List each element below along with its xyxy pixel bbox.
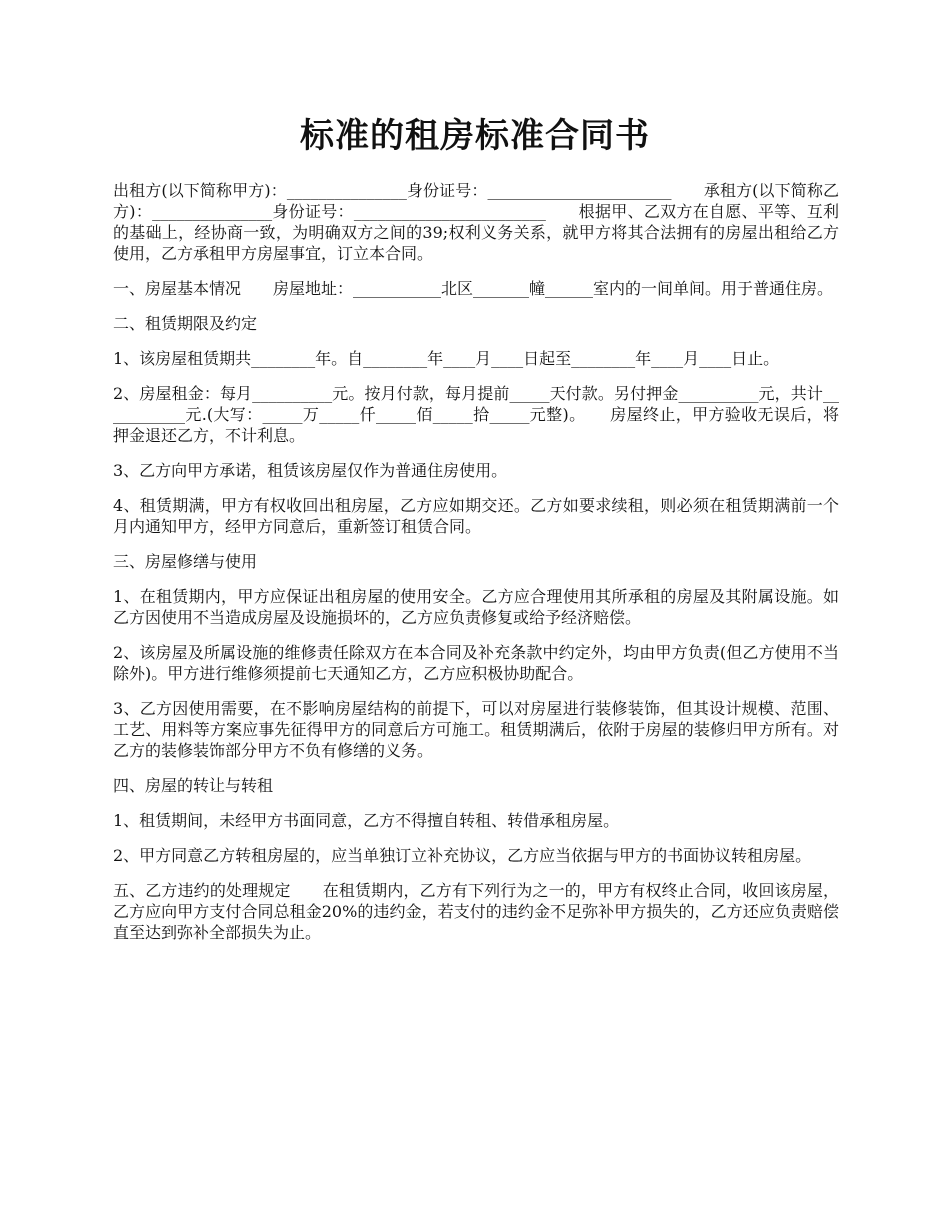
paragraph-3-2: 2、该房屋及所属设施的维修责任除双方在本合同及补充条款中约定外，均由甲方负责(但乙方使用不当除外)。甲方进行维修须提前七天通知乙方，乙方应积极协助配合。 xyxy=(113,643,839,683)
document-title: 标准的租房标准合同书 xyxy=(300,116,650,156)
heading-section-2: 二、租赁期限及约定 xyxy=(113,314,258,333)
paragraph-2-3: 3、乙方向甲方承诺，租赁该房屋仅作为普通住房使用。 xyxy=(113,461,508,480)
document-body xyxy=(113,180,839,957)
paragraph-4-1: 1、租赁期间，未经甲方书面同意，乙方不得擅自转租、转借承租房屋。 xyxy=(113,811,620,830)
paragraph-2-1: 1、该房屋租赁期共________年。自________年____月____日起至________年____月____日止。 xyxy=(113,349,780,368)
paragraph-parties: 出租方(以下简称甲方)：_______________身份证号：_______________________ 承租方(以下简称乙方)：_______________身份证号：________________________ 根据甲、乙双方在自愿、平等、互利的基础上，经协商一致，为明确双方之间的39;权利义务关系，就甲方将其合法拥有的房屋出租给乙方使用，乙方承租甲方房屋事宜，订立本合同。 xyxy=(113,181,839,263)
paragraph-3-1: 1、在租赁期内，甲方应保证出租房屋的使用安全。乙方应合理使用其所承租的房屋及其附属设施。如乙方因使用不当造成房屋及设施损坏的，乙方应负责修复或给予经济赔偿。 xyxy=(113,587,839,627)
paragraph-4-2: 2、甲方同意乙方转租房屋的，应当单独订立补充协议，乙方应当依据与甲方的书面协议转租房屋。 xyxy=(113,846,812,865)
paragraph-section-5: 五、乙方违约的处理规定 在租赁期内，乙方有下列行为之一的，甲方有权终止合同，收回该房屋，乙方应向甲方支付合同总租金20%的违约金，若支付的违约金不足弥补甲方损失的，乙方还应负责赔偿直至达到弥补全部损失为止。 xyxy=(113,881,839,942)
heading-section-4: 四、房屋的转让与转租 xyxy=(113,776,274,795)
heading-section-3: 三、房屋修缮与使用 xyxy=(113,552,258,571)
paragraph-2-2: 2、房屋租金：每月__________元。按月付款，每月提前_____天付款。另付押金__________元，共计___________元.(大写：_____万_____仟_____佰_____拾_____元整)。 房屋终止，甲方验收无误后，将押金退还乙方，不计利息。 xyxy=(113,384,839,445)
paragraph-section-1: 一、房屋基本情况 房屋地址：___________北区_______幢______室内的一间单间。用于普通住房。 xyxy=(113,279,834,298)
paragraph-3-3: 3、乙方因使用需要，在不影响房屋结构的前提下，可以对房屋进行装修装饰，但其设计规模、范围、工艺、用料等方案应事先征得甲方的同意后方可施工。租赁期满后，依附于房屋的装修归甲方所有。对乙方的装修装饰部分甲方不负有修缮的义务。 xyxy=(113,699,839,760)
paragraph-2-4: 4、租赁期满，甲方有权收回出租房屋，乙方应如期交还。乙方如要求续租，则必须在租赁期满前一个月内通知甲方，经甲方同意后，重新签订租赁合同。 xyxy=(113,496,839,536)
